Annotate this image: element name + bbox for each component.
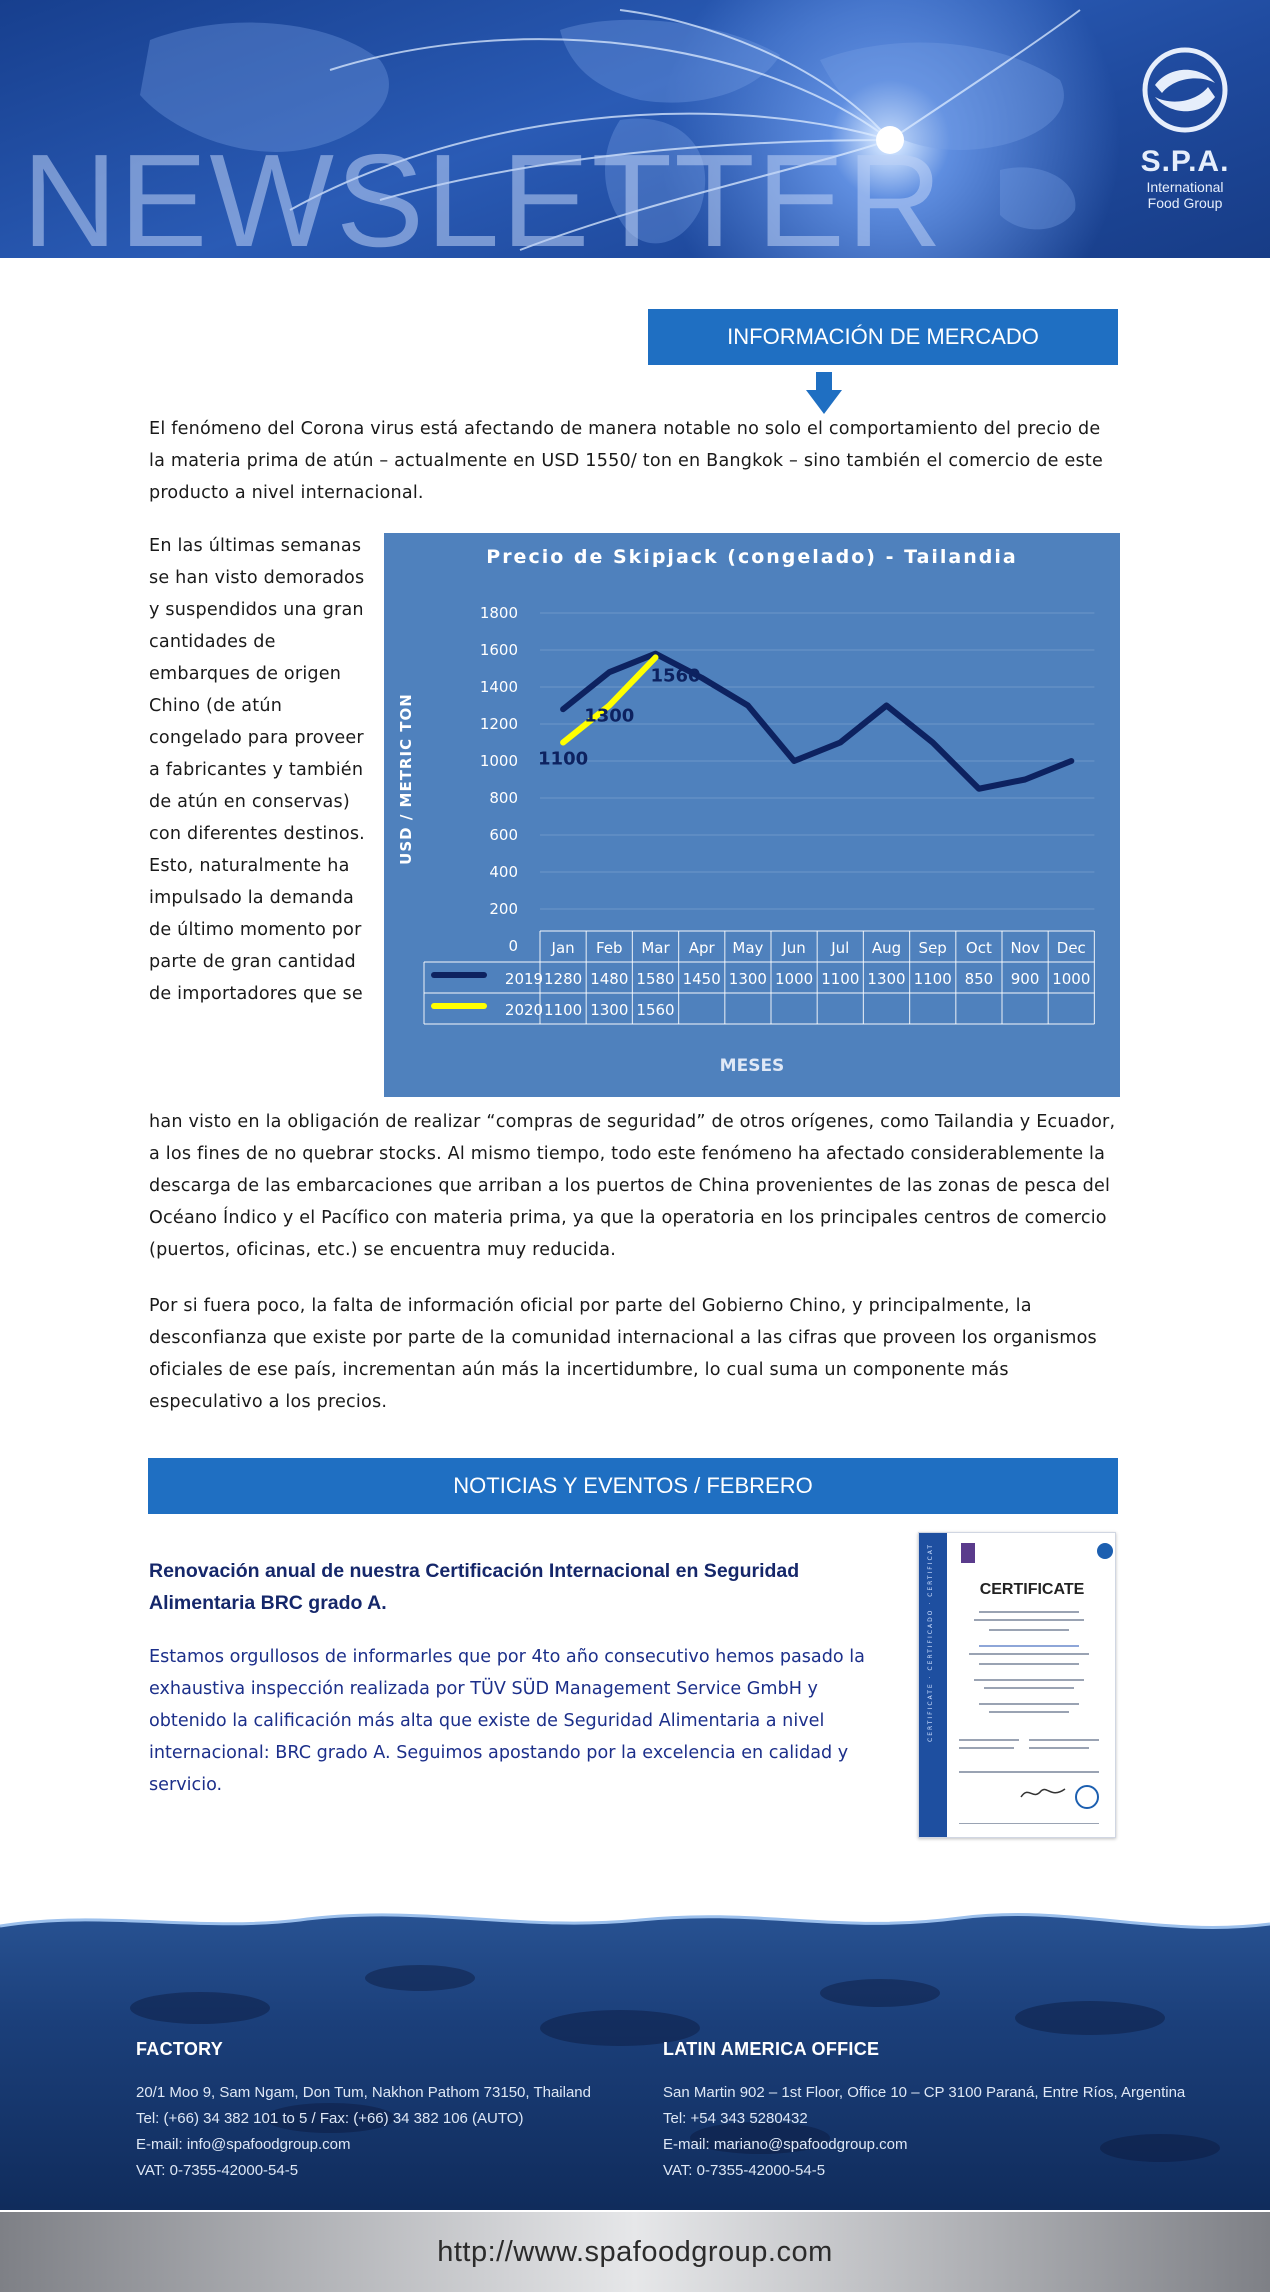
chart-data-label: 1100 (538, 748, 589, 770)
chart-table-value: 1300 (728, 970, 767, 988)
chart-table-value: 1100 (544, 1001, 583, 1019)
chart-point-2019 (747, 705, 748, 706)
chart-y-tick-label: 1400 (479, 678, 518, 696)
logo-subtitle-1: International (1146, 179, 1224, 195)
factory-address: 20/1 Moo 9, Sam Ngam, Don Tum, Nakhon Pathom 73150, Thailand (136, 2084, 591, 2101)
website-link[interactable]: http://www.spafoodgroup.com (437, 2235, 833, 2268)
factory-vat: VAT: 0-7355-42000-54-5 (136, 2162, 299, 2179)
fish-logo-icon (1140, 45, 1230, 135)
chart-table-value: 1560 (636, 1001, 675, 1019)
signature-graphic (1019, 1783, 1069, 1803)
chart-point-2019 (563, 709, 564, 710)
chart-data-label: 1560 (650, 665, 701, 687)
market-intro-paragraph: El fenómeno del Corona virus está afectando de manera notable no solo el comportamiento del precio de la materia prima de atún – actualmente en USD 1550/ ton en Bangkok – sino también el comercio de este producto a nivel internacional. (149, 419, 1104, 503)
chart-point-2019 (1071, 761, 1072, 762)
chart-point-2019 (794, 761, 795, 762)
chart-y-tick-label: 600 (489, 826, 518, 844)
factory-contact-block (136, 2039, 591, 2184)
skipjack-price-chart (384, 533, 1120, 1097)
chart-x-axis-label: MESES (719, 1056, 785, 1076)
chart-y-tick-label: 1600 (479, 641, 518, 659)
chart-y-tick-label: 1800 (479, 604, 518, 622)
chart-table-value: 1100 (913, 970, 952, 988)
certificate-side-strip: CERTIFICATE · CERTIFICADO · CERTIFICAT (919, 1533, 947, 1837)
chart-table-value: 1000 (1052, 970, 1091, 988)
chart-y-tick-label: 1200 (479, 715, 518, 733)
chart-x-tick-label: Jan (551, 939, 575, 957)
chart-x-tick-label: Nov (1010, 939, 1040, 957)
website-url-bar (0, 2212, 1270, 2292)
latam-phone: Tel: +54 343 5280432 (663, 2110, 808, 2127)
news-section-heading: NOTICIAS Y EVENTOS / FEBRERO (148, 1458, 1118, 1514)
market-side-paragraph: En las últimas semanas se han visto demorados y suspendidos una gran cantidades de embarques de origen Chino (de atún congelado para proveer a fabricantes y también de atún en conservas) con diferentes destinos. Esto, naturalmente ha impulsado la demanda de último momento por parte de gran cantidad de importadores que se (149, 536, 365, 1004)
chart-table-value: 1300 (867, 970, 906, 988)
factory-phone: Tel: (+66) 34 382 101 to 5 / Fax: (+66) 34 382 106 (AUTO) (136, 2110, 524, 2127)
spa-logo (1110, 45, 1260, 211)
market-continued-paragraph: han visto en la obligación de realizar “compras de seguridad” de otros orígenes, como Tailandia y Ecuador, a los fines de no quebrar stocks. Al mismo tiempo, todo este fenómeno ha afectado considerablemente la descarga de las embarcaciones que arriban a los puertos de China provenientes de las zonas de pesca del Océano Índico y el Pacífico con materia prima, ya que la operatoria en los principales centros de comercio (puertos, oficinas, etc.) se encuentra muy reducida. (149, 1112, 1116, 1260)
chart-data-label: 1300 (584, 705, 635, 727)
chart-title: Precio de Skipjack (congelado) - Tailandia (486, 546, 1018, 568)
logo-name: S.P.A. (1140, 145, 1230, 178)
chart-x-tick-label: Apr (688, 939, 715, 957)
chart-table-value: 1300 (590, 1001, 629, 1019)
tuv-seal-icon (1075, 1785, 1099, 1809)
chart-point-2019 (1025, 779, 1026, 780)
newsletter-header (0, 0, 1270, 258)
chart-y-axis-label: USD / METRIC TON (397, 693, 415, 865)
chart-point-2020 (655, 657, 656, 658)
chart-x-tick-label: Aug (871, 939, 902, 957)
chart-x-tick-label: Dec (1056, 939, 1086, 957)
chart-point-2019 (978, 788, 979, 789)
latam-contact-block (663, 2039, 1185, 2184)
chart-table-value: 1580 (636, 970, 675, 988)
chart-table-value: 900 (1010, 970, 1040, 988)
news-title: Renovación anual de nuestra Certificación Internacional en Seguridad Alimentaria BRC grado A. (149, 1560, 800, 1614)
chart-y-tick-label: 400 (489, 863, 518, 881)
brc-badge-icon (961, 1543, 975, 1563)
market-closing-paragraph: Por si fuera poco, la falta de información oficial por parte del Gobierno Chino, y principalmente, la desconfianza que existe por parte de la comunidad internacional a las cifras que proveen los organismos oficiales de ese país, incrementan aún más la incertidumbre, lo cual suma un componente más especulativo a los precios. (149, 1296, 1097, 1412)
chart-point-2019 (886, 705, 887, 706)
chart-series-name-2020: 2020 (504, 1001, 544, 1019)
arrow-down-icon (806, 372, 842, 414)
latam-address: San Martin 902 – 1st Floor, Office 10 – CP 3100 Paraná, Entre Ríos, Argentina (663, 2084, 1186, 2101)
chart-x-tick-label: Mar (641, 939, 670, 957)
chart-x-tick-label: Sep (918, 939, 947, 957)
chart-point-2019 (932, 742, 933, 743)
chart-y-tick-label: 0 (508, 937, 518, 955)
market-section-heading: INFORMACIÓN DE MERCADO (648, 309, 1118, 365)
factory-heading: FACTORY (136, 2039, 224, 2059)
latam-email[interactable]: E-mail: mariano@spafoodgroup.com (663, 2136, 908, 2153)
chart-table-value: 850 (964, 970, 994, 988)
chart-table-value: 1450 (682, 970, 721, 988)
chart-point-2019 (609, 672, 610, 673)
chart-table-value: 1000 (775, 970, 814, 988)
latam-heading: LATIN AMERICA OFFICE (663, 2039, 880, 2059)
chart-point-2019 (840, 742, 841, 743)
chart-x-tick-label: Jul (831, 939, 850, 957)
newsletter-title: NEWSLETTER (22, 127, 945, 258)
latam-vat: VAT: 0-7355-42000-54-5 (663, 2162, 826, 2179)
chart-table-value: 1280 (544, 970, 583, 988)
chart-table-value: 1100 (821, 970, 860, 988)
chart-y-tick-label: 800 (489, 789, 518, 807)
chart-point-2019 (655, 653, 656, 654)
chart-table-value: 1480 (590, 970, 629, 988)
chart-point-2020 (563, 742, 564, 743)
chart-y-tick-label: 200 (489, 900, 518, 918)
chart-x-tick-label: Feb (596, 939, 623, 957)
factory-email[interactable]: E-mail: info@spafoodgroup.com (136, 2136, 351, 2153)
chart-x-tick-label: Oct (965, 939, 992, 957)
chart-x-tick-label: Jun (782, 939, 806, 957)
chart-svg (384, 533, 1120, 1097)
logo-subtitle-2: Food Group (1147, 195, 1223, 211)
tuv-badge-icon (1097, 1543, 1113, 1559)
certificate-title: CERTIFICATE (979, 1581, 1085, 1598)
chart-y-tick-label: 1000 (479, 752, 518, 770)
chart-series-name-2019: 2019 (504, 970, 544, 988)
chart-x-tick-label: May (732, 939, 764, 957)
chart-point-2019 (701, 677, 702, 678)
brc-certificate-image (918, 1532, 1116, 1838)
news-body: Estamos orgullosos de informarles que por 4to año consecutivo hemos pasado la exhaustiva inspección realizada por TÜV SÜD Management Service GmbH y obtenido la calificación más alta que existe de Seguridad Alimentaria a nivel internacional: BRC grado A. Seguimos apostando por la excelencia en calidad y servicio. (149, 1647, 865, 1795)
